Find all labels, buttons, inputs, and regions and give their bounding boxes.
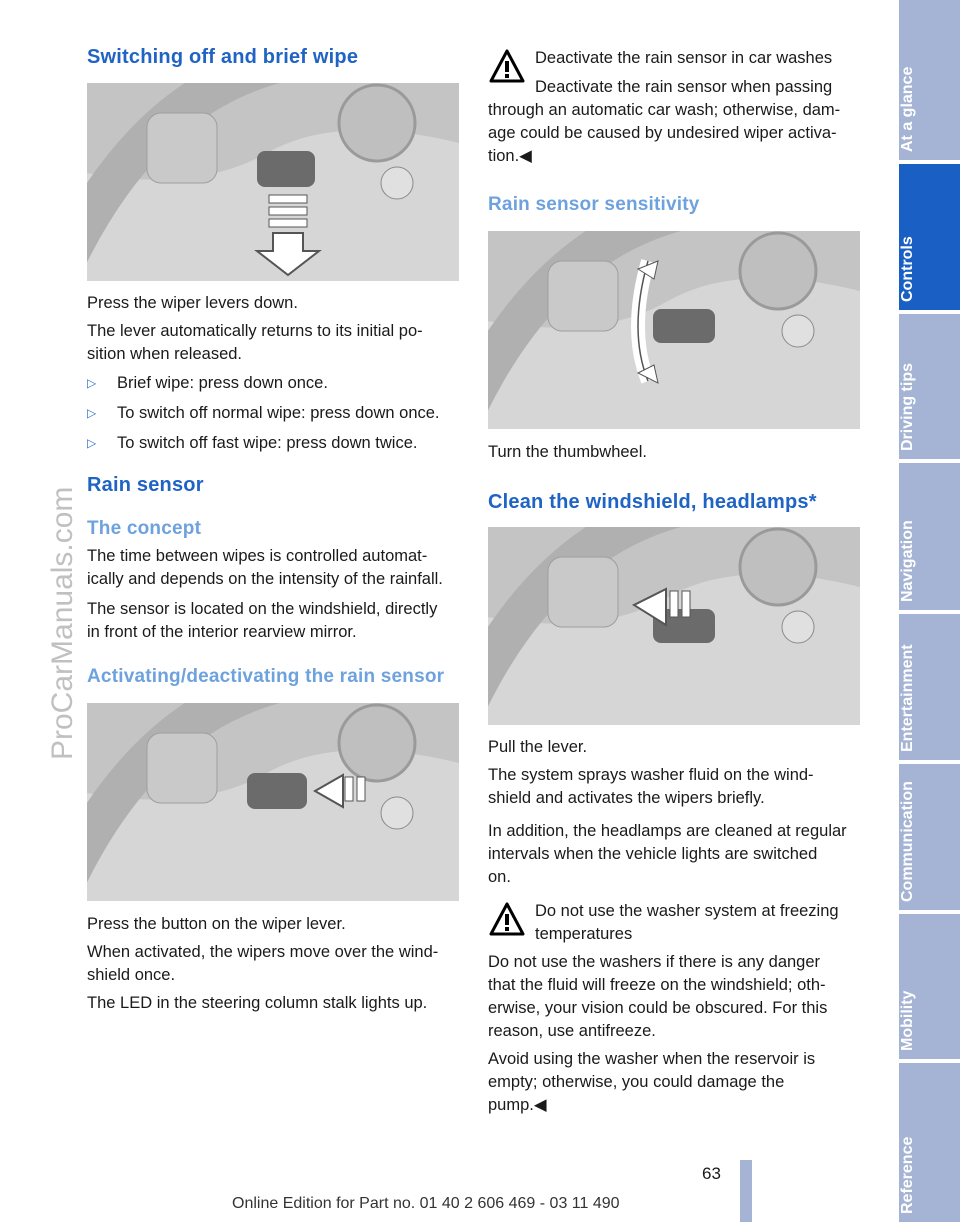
warning-body-line3: age could be caused by undesired wiper activa-: [488, 124, 837, 142]
illustration-wiper-button: [87, 703, 459, 901]
warning2-body-line5: Avoid using the washer when the reservoir is: [488, 1050, 816, 1068]
text-activated-line1: When activated, the wipers move over the wind-: [87, 943, 439, 961]
bullet-triangle-icon: ▷: [87, 406, 97, 420]
text-activated-line2: shield once.: [87, 966, 176, 984]
tab-controls[interactable]: Controls: [899, 164, 960, 310]
page-number: 63: [702, 1164, 721, 1183]
text-press-button: Press the button on the wiper lever.: [87, 915, 346, 933]
warning-icon: [489, 902, 525, 936]
text-sensor-line2: in front of the interior rearview mirror.: [87, 623, 357, 641]
warning-icon: [489, 49, 525, 83]
tab-at-a-glance[interactable]: At a glance: [899, 0, 960, 160]
watermark: ProCarManuals.com: [46, 486, 79, 760]
text-thumbwheel: Turn the thumbwheel.: [488, 443, 647, 461]
tab-entertainment[interactable]: Entertainment: [899, 614, 960, 760]
text-sensor-line1: The sensor is located on the windshield, directly: [87, 600, 438, 618]
text-pull-lever: Pull the lever.: [488, 738, 588, 756]
tab-reference[interactable]: Reference: [899, 1063, 960, 1222]
footer-online-edition: Online Edition for Part no. 01 40 2 606 469 - 03 11 490: [232, 1195, 620, 1212]
tab-communication[interactable]: Communication: [899, 764, 960, 910]
warning-body-line2: through an automatic car wash; otherwise, dam-: [488, 101, 841, 119]
warning2-body-line6: empty; otherwise, you could damage the: [488, 1073, 785, 1091]
warning2-body-line2: that the fluid will freeze on the windshield; oth-: [488, 976, 826, 994]
heading-the-concept: The concept: [87, 518, 202, 539]
warning-title-car-wash: Deactivate the rain sensor in car washes: [535, 49, 833, 67]
text-sprays-line1: The system sprays washer fluid on the wind-: [488, 766, 814, 784]
text-concept-line1: The time between wipes is controlled automat-: [87, 547, 428, 565]
text-concept-line2: ically and depends on the intensity of the rainfall.: [87, 570, 443, 588]
text-led: The LED in the steering column stalk lights up.: [87, 994, 428, 1012]
heading-clean-windshield: Clean the windshield, headlamps*: [488, 491, 817, 513]
warning2-body-line4: reason, use antifreeze.: [488, 1022, 656, 1040]
text-addition-line1: In addition, the headlamps are cleaned at regular: [488, 822, 847, 840]
warning2-body-line3: erwise, your vision could be obscured. For this: [488, 999, 828, 1017]
text-returns-line1: The lever automatically returns to its initial po-: [87, 322, 423, 340]
text-returns-line2: sition when released.: [87, 345, 243, 363]
warning-title-freezing-line2: temperatures: [535, 925, 633, 943]
illustration-wiper-press-down: [87, 83, 459, 281]
bullet-triangle-icon: ▷: [87, 376, 97, 390]
tab-navigation[interactable]: Navigation: [899, 463, 960, 610]
bullet-triangle-icon: ▷: [87, 436, 97, 450]
warning2-body-line7: pump.◀: [488, 1096, 547, 1114]
page-number-bar: [740, 1160, 752, 1222]
text-addition-line3: on.: [488, 868, 511, 886]
text-press-wiper: Press the wiper levers down.: [87, 294, 298, 312]
illustration-thumbwheel: [488, 231, 860, 429]
heading-switching-off: Switching off and brief wipe: [87, 46, 359, 68]
illustration-pull-lever: [488, 527, 860, 725]
text-sprays-line2: shield and activates the wipers briefly.: [488, 789, 765, 807]
heading-rain-sensor: Rain sensor: [87, 474, 204, 496]
heading-activating: Activating/deactivating the rain sensor: [87, 666, 445, 687]
warning-body-line1: Deactivate the rain sensor when passing: [535, 78, 833, 96]
warning2-body-line1: Do not use the washers if there is any danger: [488, 953, 821, 971]
tab-mobility[interactable]: Mobility: [899, 914, 960, 1059]
section-tabs: [899, 0, 960, 1222]
heading-sensitivity: Rain sensor sensitivity: [488, 194, 700, 215]
text-addition-line2: intervals when the vehicle lights are switched: [488, 845, 818, 863]
warning-title-freezing-line1: Do not use the washer system at freezing: [535, 902, 839, 920]
tab-driving-tips[interactable]: Driving tips: [899, 314, 960, 459]
warning-body-line4: tion.◀: [488, 147, 532, 165]
